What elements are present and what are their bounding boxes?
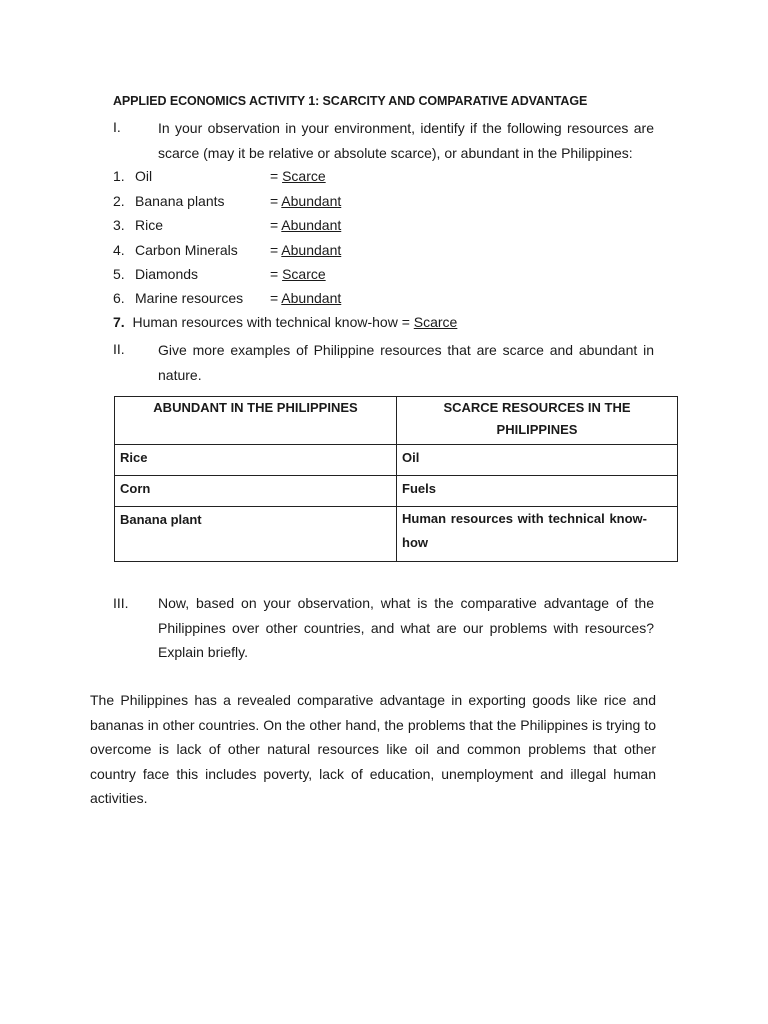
item-number: 7. (113, 314, 125, 330)
header-abundant: ABUNDANT IN THE PHILIPPINES (115, 397, 397, 445)
equals-sign: = (270, 242, 282, 258)
abundant-cell: Rice (115, 445, 397, 476)
equals-sign: = (270, 217, 282, 233)
abundant-cell: Corn (115, 476, 397, 507)
section-1-instructions: In your observation in your environment, identify if the following resources are scarce (may it be relative or absolute scarce), or abundant in the Philippines: (158, 120, 654, 161)
equals-sign: = (270, 168, 283, 184)
resource-name: Diamonds (135, 266, 199, 282)
resource-item-7 (113, 314, 457, 330)
resource-name: Rice (135, 217, 164, 233)
activity-title: APPLIED ECONOMICS ACTIVITY 1: SCARCITY AND COMPARATIVE ADVANTAGE (113, 94, 588, 108)
table-header-row (115, 397, 678, 445)
equals-sign: = (270, 266, 283, 282)
resource-name: Oil (135, 168, 153, 184)
resource-classification: Abundant (281, 217, 342, 233)
resource-classification: Scarce (282, 266, 326, 282)
abundant-cell: Banana plant (115, 507, 397, 562)
table-row (115, 507, 678, 562)
resource-name: Banana plants (135, 193, 225, 209)
equals-sign: = (270, 193, 282, 209)
item-number: 2. (113, 193, 125, 209)
scarce-cell: Fuels (397, 476, 678, 507)
section-3-numeral: III. (113, 595, 129, 611)
resource-classification: Abundant (281, 242, 342, 258)
table-row (115, 476, 678, 507)
resource-classification: Abundant (281, 193, 342, 209)
resource-name: Human resources with technical know-how = (132, 314, 414, 330)
resources-table (114, 396, 678, 562)
item-number: 4. (113, 242, 125, 258)
resource-classification: Abundant (281, 290, 342, 306)
item-number: 3. (113, 217, 125, 233)
resource-name: Carbon Minerals (135, 242, 238, 258)
resource-name: Marine resources (135, 290, 244, 306)
item-number: 5. (113, 266, 125, 282)
item-number: 1. (113, 168, 125, 184)
item-number: 6. (113, 290, 125, 306)
section-2-instructions: Give more examples of Philippine resources that are scarce and abundant in nature. (158, 342, 654, 383)
scarce-cell: Human resources with technical know-how (397, 507, 678, 562)
resource-classification: Scarce (413, 314, 458, 330)
section-1-numeral: I. (113, 119, 121, 135)
header-scarce: SCARCE RESOURCES IN THE PHILIPPINES (397, 397, 678, 445)
scarce-cell: Oil (397, 445, 678, 476)
equals-sign: = (270, 290, 282, 306)
section-2-numeral: II. (113, 341, 125, 357)
section-3-question: Now, based on your observation, what is the comparative advantage of the Philippines over other countries, and what are our problems with resources? Explain briefly. (158, 595, 654, 660)
resource-classification: Scarce (282, 168, 326, 184)
answer-paragraph: The Philippines has a revealed comparative advantage in exporting goods like rice and bananas in other countries. On the other hand, the problems that the Philippines is trying to overcome is lack of other natural resources like oil and common problems that other country face this includes poverty, lack of education, unemployment and illegal human activities. (90, 692, 656, 806)
table-row (115, 445, 678, 476)
